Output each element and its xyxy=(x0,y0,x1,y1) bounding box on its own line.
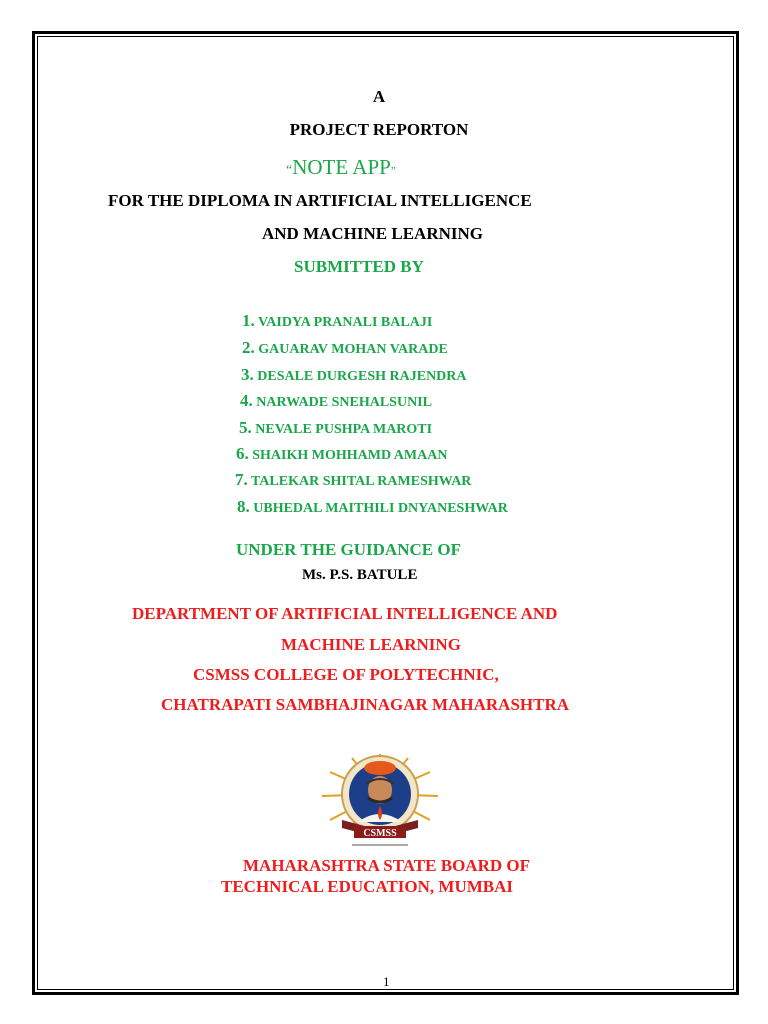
member-number: 1. xyxy=(242,311,255,330)
cover-diploma-line2: AND MACHINE LEARNING xyxy=(262,224,484,243)
submitted-by-heading: SUBMITTED BY xyxy=(294,257,424,276)
member-item xyxy=(237,497,508,517)
cover-title xyxy=(286,155,396,180)
member-number: 4. xyxy=(240,391,253,410)
title-open-quote: “ xyxy=(286,163,293,178)
member-name: TALEKAR SHITAL RAMESHWAR xyxy=(251,474,472,489)
department-line2: MACHINE LEARNING xyxy=(281,635,461,654)
cover-project-report: PROJECT REPORTON xyxy=(289,120,469,139)
member-item xyxy=(236,444,447,464)
member-number: 2. xyxy=(242,338,255,357)
member-name: UBHEDAL MAITHILI DNYANESHWAR xyxy=(253,501,508,516)
college-name: CSMSS COLLEGE OF POLYTECHNIC, xyxy=(193,665,499,684)
page-number: 1 xyxy=(383,974,390,989)
member-name: DESALE DURGESH RAJENDRA xyxy=(257,369,467,384)
member-name: VAIDYA PRANALI BALAJI xyxy=(258,315,433,330)
csmss-logo-icon xyxy=(318,754,442,850)
department-line1: DEPARTMENT OF ARTIFICIAL INTELLIGENCE AND xyxy=(132,604,558,623)
member-name: NEVALE PUSHPA MAROTI xyxy=(255,422,433,437)
member-number: 7. xyxy=(235,470,248,489)
logo-text: CSMSS xyxy=(363,828,397,839)
member-item xyxy=(242,311,432,331)
member-number: 8. xyxy=(237,497,250,516)
board-line2: TECHNICAL EDUCATION, MUMBAI xyxy=(221,877,514,896)
college-location: CHATRAPATI SAMBHAJINAGAR MAHARASHTRA xyxy=(161,695,570,714)
member-item xyxy=(240,391,432,411)
member-number: 3. xyxy=(241,365,254,384)
member-item xyxy=(235,470,471,490)
board-line1: MAHARASHTRA STATE BOARD OF xyxy=(243,856,530,875)
member-number: 6. xyxy=(236,444,249,463)
member-name: NARWADE SNEHALSUNIL xyxy=(256,395,432,410)
member-item xyxy=(242,338,448,358)
cover-diploma-line1: FOR THE DIPLOMA IN ARTIFICIAL INTELLIGENCE xyxy=(108,191,532,210)
cover-line-a: A xyxy=(372,87,386,106)
member-name: GAUARAV MOHAN VARADE xyxy=(258,342,448,357)
title-close-quote: ” xyxy=(390,165,396,177)
guidance-heading: UNDER THE GUIDANCE OF xyxy=(236,540,461,559)
guide-name: Ms. P.S. BATULE xyxy=(302,567,418,583)
member-name: SHAIKH MOHHAMD AMAAN xyxy=(252,448,448,463)
member-item xyxy=(239,418,432,438)
title-text: NOTE APP xyxy=(292,155,391,179)
member-number: 5. xyxy=(239,418,252,437)
member-item xyxy=(241,365,467,385)
